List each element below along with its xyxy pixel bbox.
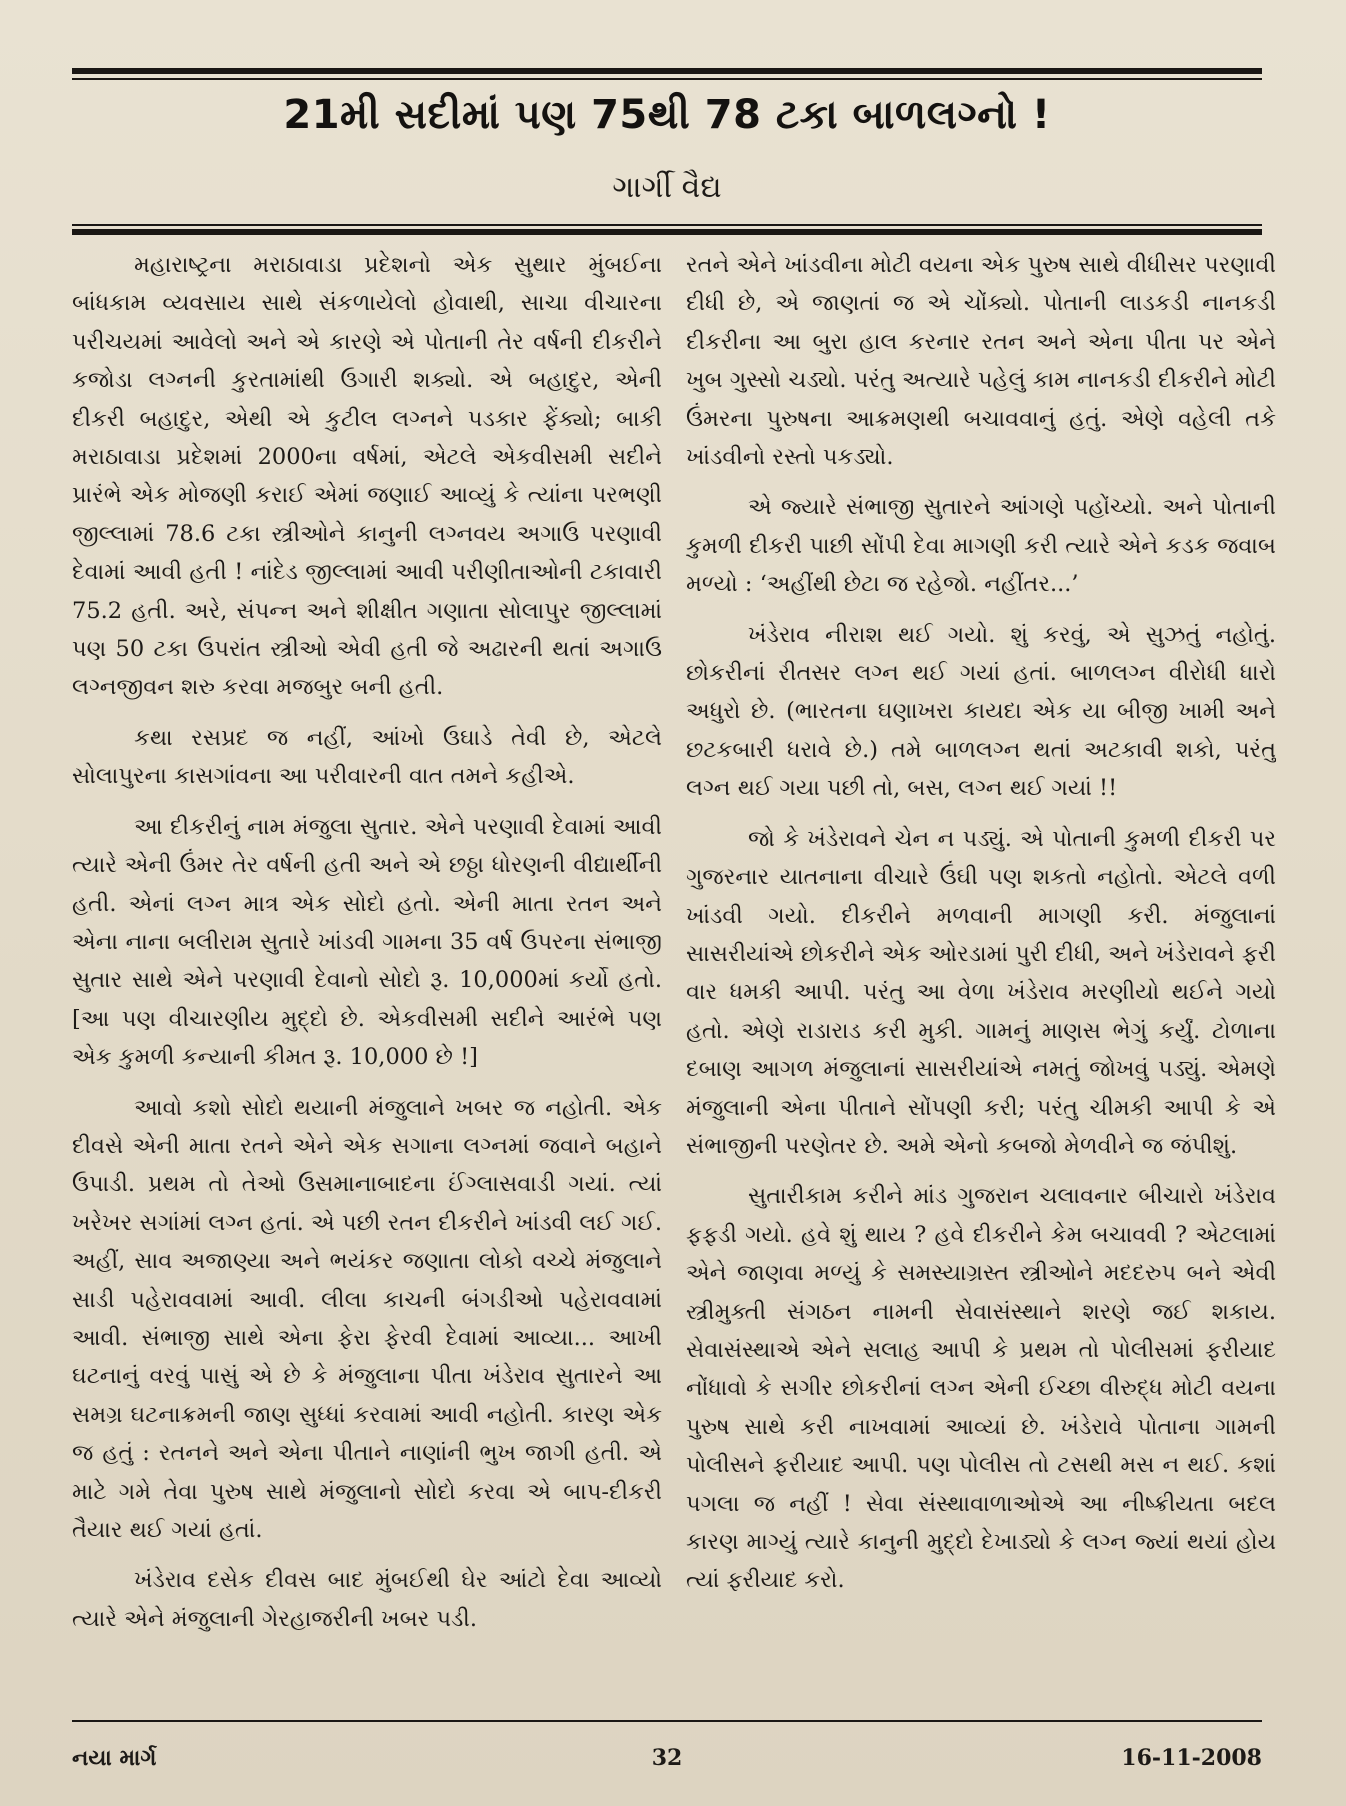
paragraph: એ જ્યારે સંભાજી સુતારને આંગણે પહોંચ્યો. અને પોતાની કુમળી દીકરી પાછી સોંપી દેવા માગણી કરી ત્યારે એને કડક જવાબ મળ્યો : ‘અહીંથી છેટા જ રહેજો. નહીંતર...’ <box>686 494 1276 598</box>
issue-date: 16-11-2008 <box>1121 1745 1262 1771</box>
top-rule-thin <box>72 78 1262 80</box>
header-rule-thin <box>72 224 1262 226</box>
paragraph: ખંડેરાવ નીરાશ થઈ ગયો. શું કરવું, એ સુઝતું નહોતું. છોકરીનાં રીતસર લગ્ન થઈ ગયાં હતાં. બાળલગ્ન વીરોધી ધારો અધુરો છે. (ભારતના ઘણાખરા કાયદા એક યા બીજી ખામી અને છટકબારી ધરાવે છે.) તમે બાળલગ્ન થતાં અટકાવી શકો, પરંતુ લગ્ન થઈ ગયા પછી તો, બસ, લગ્ન થઈ ગયાં !! <box>686 621 1276 802</box>
page-number: 32 <box>651 1745 683 1771</box>
paragraph: રતને એને ખાંડવીના મોટી વયના એક પુરુષ સાથે વીધીસર પરણાવી દીધી છે, એ જાણતાં જ એ ચોંક્યો. પોતાની લાડકડી નાનકડી દીકરીના આ બુરા હાલ કરનાર રતન અને એના પીતા પર એને ખુબ ગુસ્સો ચડ્યો. પરંતુ અત્યારે પહેલું કામ નાનકડી દીકરીને મોટી ઉંમરના પુરુષના આક્રમણથી બચાવવાનું હતું. એણે વહેલી તકે ખાંડવીનો રસ્તો પકડ્યો. <box>686 252 1276 471</box>
paragraph: આવો કશો સોદો થયાની મંજુલાને ખબર જ નહોતી. એક દીવસે એની માતા રતને એને એક સગાના લગ્નમાં જવાને બહાને ઉપાડી. પ્રથમ તો તેઓ ઉસમાનાબાદના ઈંગ્લાસવાડી ગયાં. ત્યાં ખરેખર સગાંમાં લગ્ન હતાં. એ પછી રતન દીકરીને ખાંડવી લઈ ગઈ. અહીં, સાવ અજાણ્યા અને ભયંકર જણાતા લોકો વચ્ચે મંજુલાને સાડી પહેરાવવામાં આવી. લીલા કાચની બંગડીઓ પહેરાવવામાં આવી. સંભાજી સાથે એના ફેરા ફેરવી દેવામાં આવ્યા... આખી ઘટનાનું વરવું પાસું એ છે કે મંજુલાના પીતા ખંડેરાવ સુતારને આ સમગ્ર ઘટનાક્રમની જાણ સુધ્ધાં કરવામાં આવી નહોતી. કારણ એક જ હતું : રતનને અને એના પીતાને નાણાંની ભુખ જાગી હતી. એ માટે ગમે તેવા પુરુષ સાથે મંજુલાનો સોદો કરવા એ બાપ-દીકરી તૈયાર થઈ ગયાં હતાં. <box>72 1094 662 1543</box>
header-rule <box>72 229 1262 235</box>
article-title: 21મી સદીમાં પણ 75થી 78 ટકા બાળલગ્નો ! <box>283 92 1051 138</box>
article-column-right <box>686 246 1276 1700</box>
paragraph: કથા રસપ્રદ જ નહીં, આંખો ઉઘાડે તેવી છે, એટલે સોલાપુરના કાસગાંવના આ પરીવારની વાત તમને કહીએ. <box>72 724 662 790</box>
article-author: ગાર્ગી વૈદ્ય <box>612 170 722 205</box>
paragraph: મહારાષ્ટ્રના મરાઠાવાડા પ્રદેશનો એક સુથાર મુંબઈના બાંધકામ વ્યવસાય સાથે સંકળાયેલો હોવાથી, સાચા વીચારના પરીચયમાં આવેલો અને એ કારણે એ પોતાની તેર વર્ષની દીકરીને કજોડા લગ્નની કુરતામાંથી ઉગારી શક્યો. એ બહાદુર, એની દીકરી બહાદુર, એથી એ કુટીલ લગ્નને પડકાર ફેંક્યો; બાકી મરાઠાવાડા પ્રદેશમાં 2000ના વર્ષમાં, એટલે એકવીસમી સદીને પ્રારંભે એક મોજણી કરાઈ એમાં જણાઈ આવ્યું કે ત્યાંના પરભણી જીલ્લામાં 78.6 ટકા સ્ત્રીઓને કાનુની લગ્નવય અગાઉ પરણાવી દેવામાં આવી હતી ! નાંદેડ જીલ્લામાં આવી પરીણીતાઓની ટકાવારી 75.2 હતી. અરે, સંપન્ન અને શીક્ષીત ગણાતા સોલાપુર જીલ્લામાં પણ 50 ટકા ઉપરાંત સ્ત્રીઓ એવી હતી જે અઢારની થતાં અગાઉ લગ્નજીવન શરુ કરવા મજબુર બની હતી. <box>72 252 662 701</box>
article-column-left <box>72 246 662 1700</box>
paragraph: આ દીકરીનું નામ મંજુલા સુતાર. એને પરણાવી દેવામાં આવી ત્યારે એની ઉંમર તેર વર્ષની હતી અને એ છઠ્ઠા ધોરણની વીદ્યાર્થીની હતી. એનાં લગ્ન માત્ર એક સોદો હતો. એની માતા રતન અને એના નાના બલીરામ સુતારે ખાંડવી ગામના 35 વર્ષ ઉપરના સંભાજી સુતાર સાથે એને પરણાવી દેવાનો સોદો રૂ. 10,000માં કર્યો હતો. [આ પણ વીચારણીય મુદ્દો છે. એકવીસમી સદીને આરંભે પણ એક કુમળી કન્યાની કીમત રૂ. 10,000 છે !] <box>72 813 662 1071</box>
top-rule <box>72 68 1262 74</box>
paragraph: સુતારીકામ કરીને માંડ ગુજરાન ચલાવનાર બીચારો ખંડેરાવ ફફડી ગયો. હવે શું થાય ? હવે દીકરીને કેમ બચાવવી ? એટલામાં એને જાણવા મળ્યું કે સમસ્યાગ્રસ્ત સ્ત્રીઓને મદદરુપ બને એવી સ્ત્રીમુક્તી સંગઠન નામની સેવાસંસ્થાને શરણે જઈ શકાય. સેવાસંસ્થાએ એને સલાહ આપી કે પ્રથમ તો પોલીસમાં ફરીયાદ નોંધાવો કે સગીર છોકરીનાં લગ્ન એની ઈચ્છા વીરુદ્ધ મોટી વયના પુરુષ સાથે કરી નાખવામાં આવ્યાં છે. ખંડેરાવે પોતાના ગામની પોલીસને ફરીયાદ આપી. પણ પોલીસ તો ટસથી મસ ન થઈ. કશાં પગલા જ નહીં ! સેવા સંસ્થાવાળાઓએ આ નીષ્ક્રીયતા બદલ કારણ માગ્યું ત્યારે કાનુની મુદ્દો દેખાડ્યો કે લગ્ન જ્યાં થયાં હોય ત્યાં ફરીયાદ કરો. <box>686 1183 1276 1594</box>
paragraph: ખંડેરાવ દસેક દીવસ બાદ મુંબઈથી ઘેર આંટો દેવા આવ્યો ત્યારે એને મંજુલાની ગેરહાજરીની ખબર પડી. <box>72 1567 662 1632</box>
page-footer <box>72 1745 1262 1775</box>
footer-rule <box>72 1720 1262 1722</box>
paragraph: જો કે ખંડેરાવને ચેન ન પડ્યું. એ પોતાની કુમળી દીકરી પર ગુજરનાર યાતનાના વીચારે ઉંઘી પણ શકતો નહોતો. એટલે વળી ખાંડવી ગયો. દીકરીને મળવાની માગણી કરી. મંજુલાનાં સાસરીયાંએ છોકરીને એક ઓરડામાં પુરી દીધી, અને ખંડેરાવને ફરી વાર ધમકી આપી. પરંતુ આ વેળા ખંડેરાવ મરણીયો થઈને ગયો હતો. એણે રાડારાડ કરી મુકી. ગામનું માણસ ભેગું કર્યું. ટોળાના દબાણ આગળ મંજુલાનાં સાસરીયાંએ નમતું જોખવું પડ્યું. એમણે મંજુલાની એના પીતાને સોંપણી કરી; પરંતુ ચીમકી આપી કે એ સંભાજીની પરણેતર છે. અમે એનો કબજો મેળવીને જ જંપીશું. <box>686 825 1276 1159</box>
publication-name: નયા માર્ગ <box>72 1745 157 1771</box>
